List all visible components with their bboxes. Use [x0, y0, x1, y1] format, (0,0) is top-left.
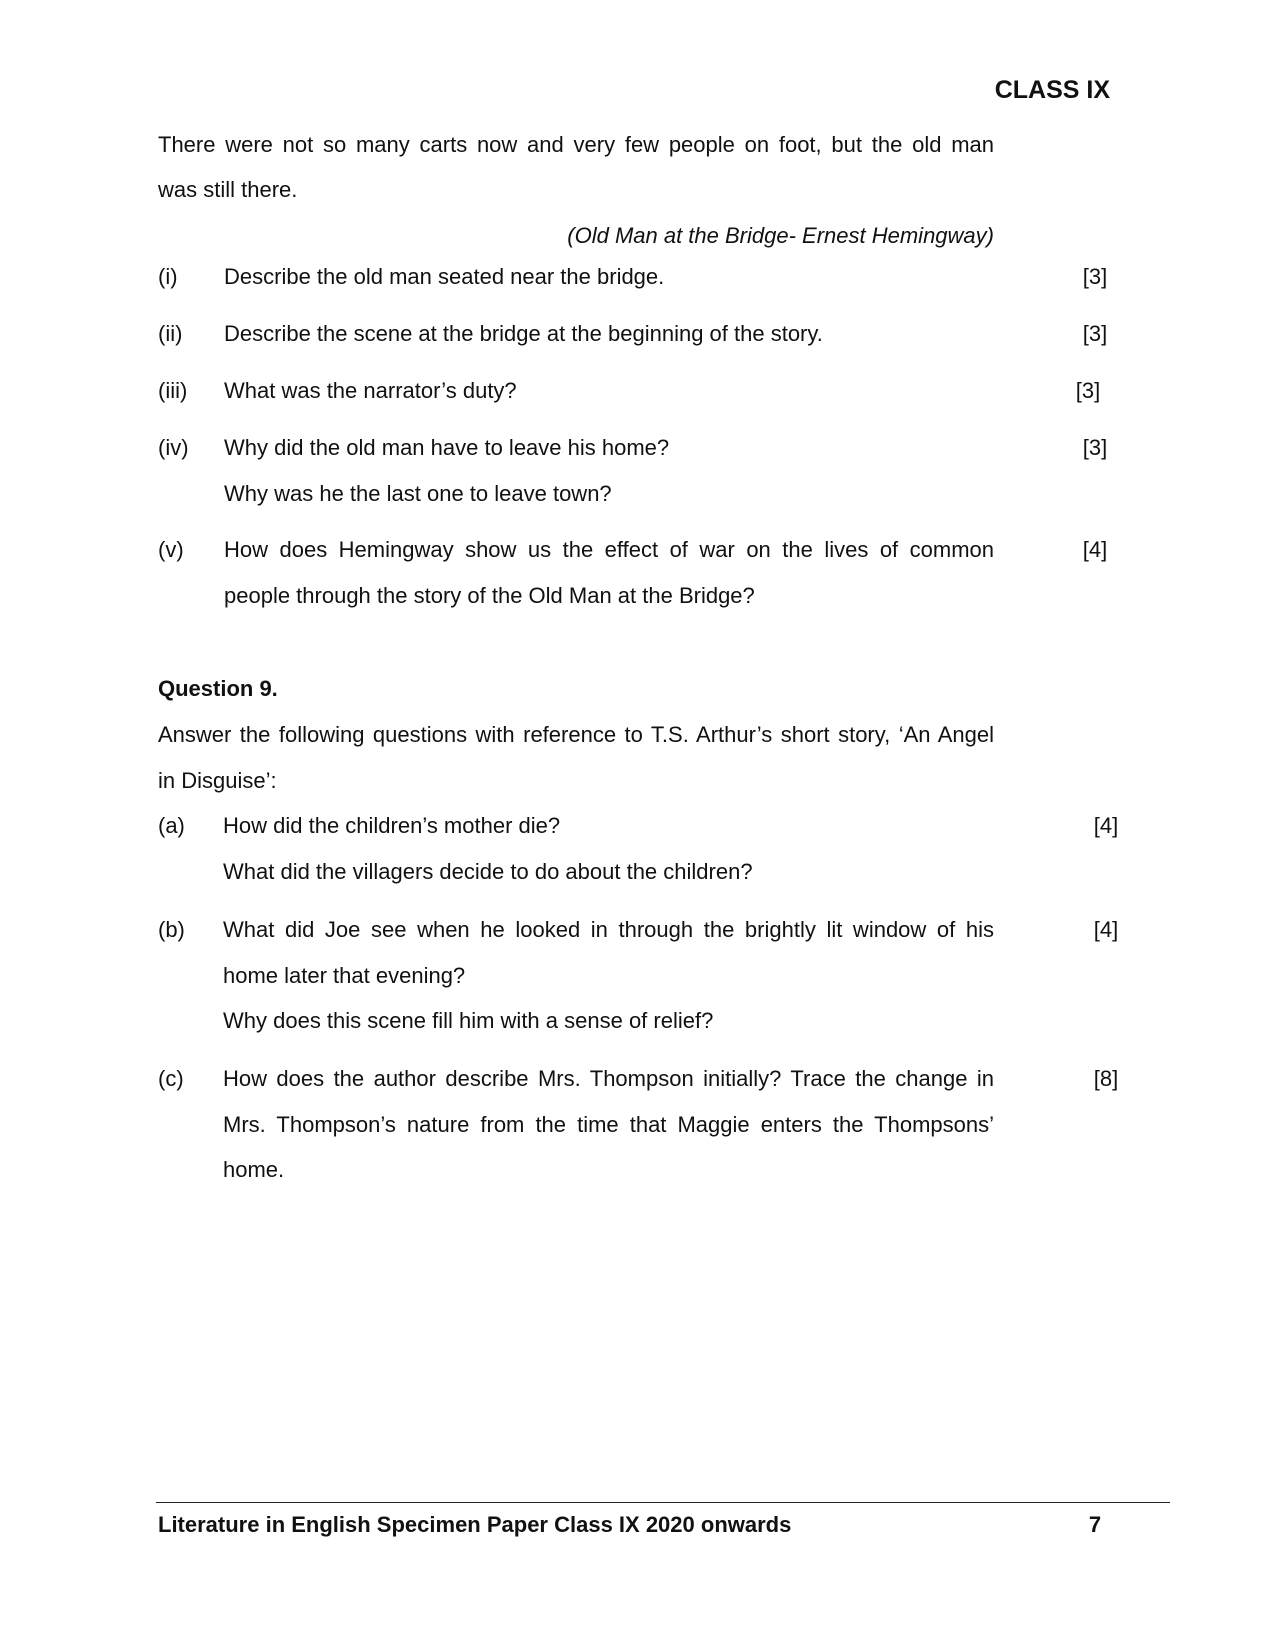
question-marks: [4]	[1082, 537, 1108, 562]
question-text: What did Joe see when he looked in through the brightly lit window of his	[223, 917, 994, 942]
question-marks: [3]	[1082, 321, 1108, 346]
question-marks: [4]	[1093, 813, 1119, 838]
passage-line: There were not so many carts now and very few people on foot, but the old man	[158, 132, 994, 157]
question-text: Why was he the last one to leave town?	[224, 481, 612, 506]
question-text: home later that evening?	[223, 963, 466, 988]
question-number: (v)	[158, 537, 184, 562]
question-text: How does Hemingway show us the effect of war on the lives of common	[224, 537, 994, 562]
question-number: (ii)	[158, 321, 183, 346]
passage-line: was still there.	[158, 177, 298, 202]
passage-citation: (Old Man at the Bridge- Ernest Hemingway)	[567, 223, 994, 248]
question-text: How did the children’s mother die?	[223, 813, 561, 838]
question-marks: [3]	[1075, 378, 1101, 403]
question-text: Why does this scene fill him with a sense of relief?	[223, 1008, 714, 1033]
question-intro: in Disguise’:	[158, 768, 277, 793]
question-marks: [4]	[1093, 917, 1119, 942]
question-marks: [3]	[1082, 264, 1108, 289]
question-text: What did the villagers decide to do about the children?	[223, 859, 753, 884]
question-text: Describe the old man seated near the bridge.	[224, 264, 665, 289]
question-text: How does the author describe Mrs. Thompson initially? Trace the change in	[223, 1066, 994, 1091]
question-text: Why did the old man have to leave his home?	[224, 435, 670, 460]
footer-divider	[156, 1502, 1170, 1503]
question-number: (b)	[158, 917, 185, 942]
class-header: CLASS IX	[994, 76, 1110, 104]
question-text: Mrs. Thompson’s nature from the time that Maggie enters the Thompsons’	[223, 1112, 994, 1137]
question-number: (c)	[158, 1066, 184, 1091]
question-intro: Answer the following questions with reference to T.S. Arthur’s short story, ‘An Angel	[158, 722, 994, 747]
question-number: (i)	[158, 264, 178, 289]
page-number: 7	[1088, 1512, 1102, 1537]
question-marks: [3]	[1082, 435, 1108, 460]
question-number: (iii)	[158, 378, 188, 403]
question-text: Describe the scene at the bridge at the beginning of the story.	[224, 321, 823, 346]
question-text: home.	[223, 1157, 285, 1182]
question-text: What was the narrator’s duty?	[224, 378, 517, 403]
question-text: people through the story of the Old Man at the Bridge?	[224, 583, 755, 608]
question-number: (a)	[158, 813, 185, 838]
question-number: (iv)	[158, 435, 189, 460]
question-marks: [8]	[1093, 1066, 1119, 1091]
footer-title: Literature in English Specimen Paper Class IX 2020 onwards	[158, 1512, 792, 1537]
question-title: Question 9.	[158, 676, 278, 701]
